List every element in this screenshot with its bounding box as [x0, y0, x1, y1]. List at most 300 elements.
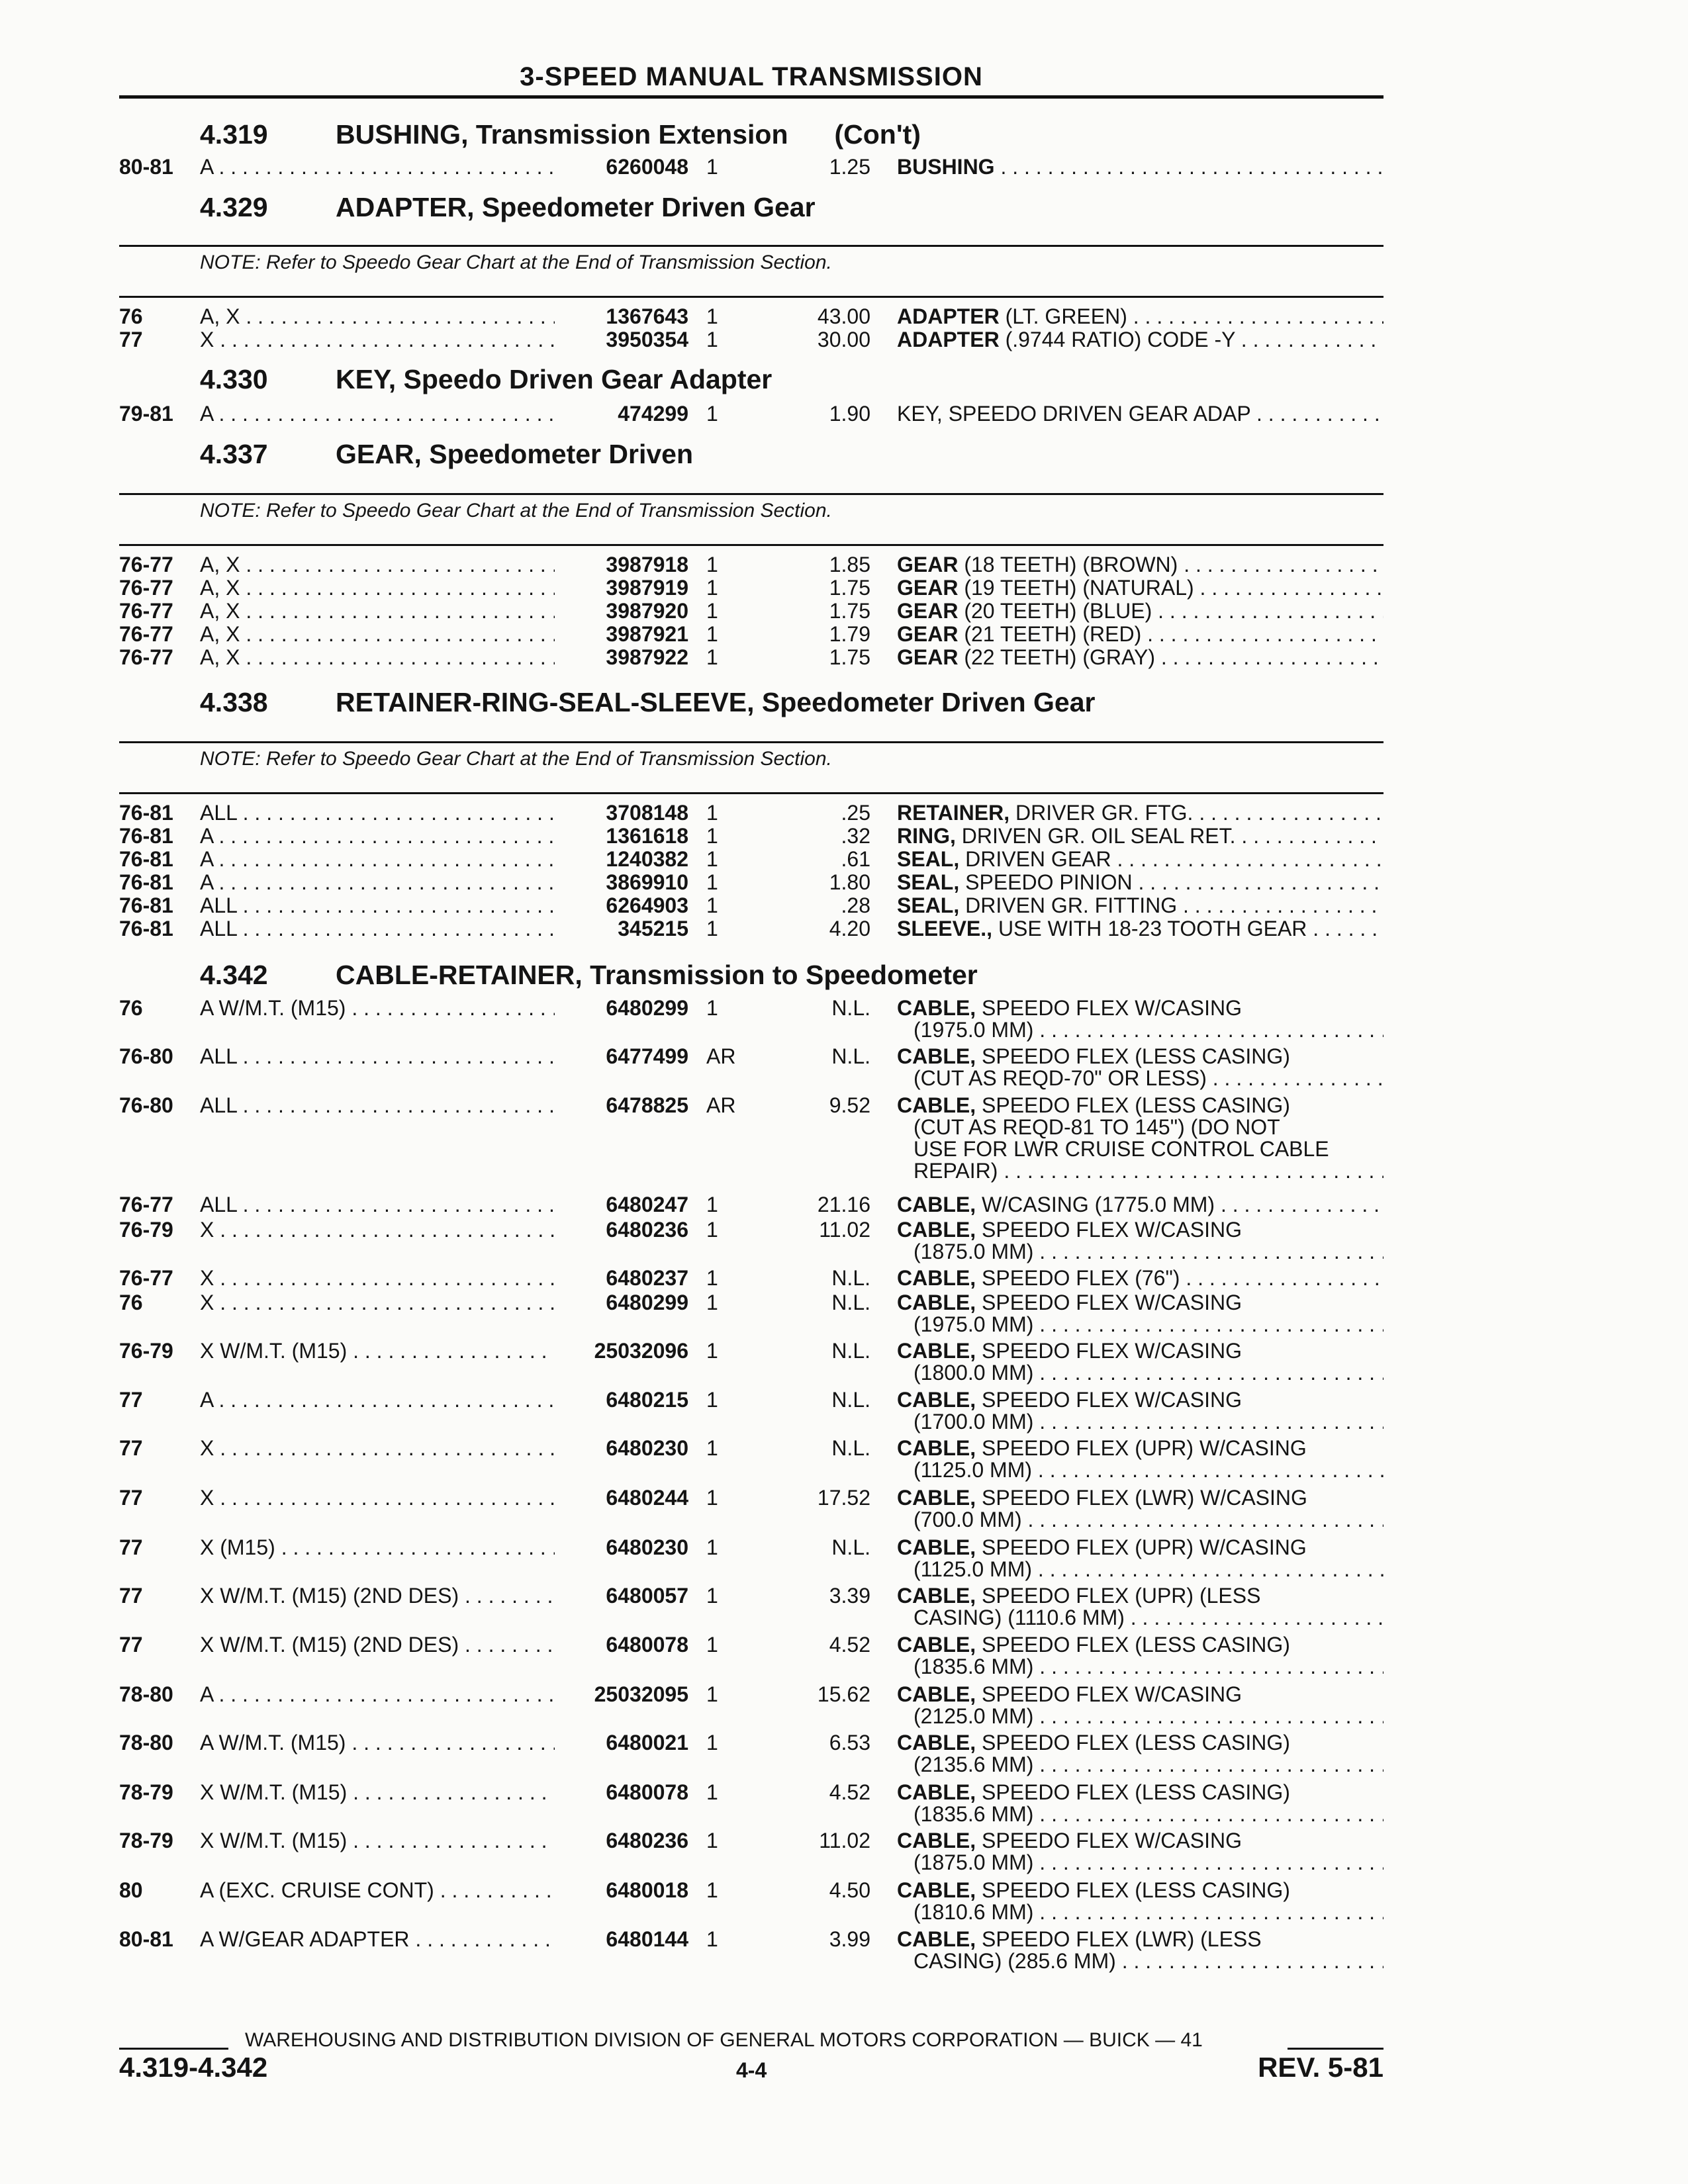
model-years: 80-81: [119, 155, 173, 179]
section-title: GEAR, Speedometer Driven: [336, 439, 693, 469]
description-continuation: (1125.0 MM) . . .: [914, 1458, 1383, 1482]
part-number: 6480237: [606, 1266, 688, 1290]
price: 1.75: [829, 576, 870, 600]
part-number: 1361618: [606, 824, 688, 848]
quantity: 1: [706, 1291, 718, 1314]
model-years: 76: [119, 996, 143, 1020]
application: X . . .: [200, 1486, 555, 1510]
price: 43.00: [817, 304, 870, 328]
price: .25: [841, 801, 870, 825]
title-rule: [119, 95, 1383, 99]
application: ALL . . .: [200, 1044, 555, 1069]
application: A, X . . .: [200, 599, 555, 623]
quantity: 1: [706, 893, 718, 917]
description: [897, 893, 1383, 918]
leader-dots: [1177, 893, 1383, 917]
quantity: 1: [706, 1266, 718, 1290]
quantity: 1: [706, 328, 718, 351]
part-number: 6480057: [606, 1584, 688, 1608]
description: [897, 599, 1383, 623]
price: N.L.: [831, 1291, 870, 1314]
application: ALL . . .: [200, 917, 555, 941]
quantity: 1: [706, 645, 718, 669]
application: X . . .: [200, 1291, 555, 1315]
quantity: 1: [706, 1584, 718, 1608]
leader-dots: [1215, 1193, 1383, 1216]
application: ALL . . .: [200, 801, 555, 825]
description: [897, 1682, 1383, 1707]
description: [897, 402, 1383, 426]
application: A, X . . .: [200, 622, 555, 647]
section-note: NOTE: Refer to Speedo Gear Chart at the End of Transmission Section.: [200, 500, 832, 522]
description-text: SPEEDO FLEX (76"): [982, 1266, 1180, 1290]
note-rule-top: [119, 493, 1383, 495]
quantity: 1: [706, 1829, 718, 1852]
model-years: 77: [119, 1388, 143, 1412]
description-keyword: CABLE,: [897, 1291, 976, 1314]
part-number: 6480144: [606, 1927, 688, 1951]
leader-dots: [1235, 328, 1383, 351]
price: 21.16: [817, 1193, 870, 1216]
quantity: 1: [706, 1339, 718, 1363]
model-years: 80-81: [119, 1927, 173, 1951]
part-number: 1240382: [606, 847, 688, 871]
description: [897, 1731, 1383, 1755]
description-continuation: CASING) (1110.6 MM) . . .: [914, 1606, 1383, 1630]
part-number: 6480078: [606, 1780, 688, 1804]
application: A, X . . .: [200, 576, 555, 600]
part-number: 6480299: [606, 996, 688, 1020]
part-number: 6478825: [606, 1093, 688, 1117]
description: [897, 824, 1383, 848]
part-number: 3987920: [606, 599, 688, 623]
description-text: SPEEDO FLEX (UPR) W/CASING: [982, 1436, 1307, 1460]
model-years: 76-81: [119, 893, 173, 917]
model-years: 77: [119, 1436, 143, 1460]
description: [897, 1193, 1383, 1217]
section-suffix: (Con't): [834, 119, 921, 150]
description-keyword: SEAL,: [897, 893, 960, 917]
application: A . . .: [200, 1682, 555, 1707]
description: [897, 996, 1383, 1021]
section-title: BUSHING, Transmission Extension: [336, 119, 788, 150]
description-text: (LT. GREEN): [1005, 304, 1127, 328]
section-heading: [200, 960, 978, 991]
model-years: 76-80: [119, 1093, 173, 1117]
note-rule-bottom: [119, 544, 1383, 546]
quantity: 1: [706, 155, 718, 179]
application: X W/M.T. (M15) . . .: [200, 1829, 555, 1853]
quantity: 1: [706, 824, 718, 848]
price: 6.53: [829, 1731, 870, 1754]
section-heading: [200, 192, 816, 223]
description-continuation: USE FOR LWR CRUISE CONTROL CABLE: [914, 1137, 1329, 1161]
application: X W/M.T. (M15) (2ND DES) . . .: [200, 1633, 555, 1657]
application: A . . .: [200, 824, 555, 848]
description: [897, 1780, 1383, 1805]
description-text: SPEEDO FLEX W/CASING: [982, 1339, 1242, 1363]
description-continuation: (1975.0 MM) . . .: [914, 1018, 1383, 1042]
quantity: 1: [706, 1682, 718, 1706]
quantity: 1: [706, 304, 718, 328]
part-number: 3987918: [606, 553, 688, 576]
description-text: SPEEDO FLEX (UPR) (LESS: [982, 1584, 1261, 1608]
section-title: RETAINER-RING-SEAL-SLEEVE, Speedometer Driven Gear: [336, 687, 1096, 717]
footer-section-range: 4.319-4.342: [119, 2052, 268, 2083]
quantity: 1: [706, 1388, 718, 1412]
part-number: 6480078: [606, 1633, 688, 1657]
application: A . . .: [200, 847, 555, 872]
price: 1.79: [829, 622, 870, 646]
description: [897, 1436, 1383, 1461]
model-years: 76-77: [119, 576, 173, 600]
price: 11.02: [819, 1218, 870, 1242]
price: 17.52: [817, 1486, 870, 1510]
model-years: 77: [119, 1633, 143, 1657]
description-text: DRIVEN GR. FITTING: [965, 893, 1178, 917]
description-keyword: RING,: [897, 824, 956, 848]
note-rule-bottom: [119, 296, 1383, 298]
section-note: NOTE: Refer to Speedo Gear Chart at the End of Transmission Section.: [200, 748, 832, 770]
quantity: 1: [706, 1780, 718, 1804]
part-number: 3708148: [606, 801, 688, 825]
description-keyword: CABLE,: [897, 1388, 976, 1412]
model-years: 76-81: [119, 847, 173, 871]
description-text: SPEEDO FLEX (LESS CASING): [982, 1731, 1290, 1754]
price: 4.50: [829, 1878, 870, 1902]
model-years: 79-81: [119, 402, 173, 426]
price: .32: [841, 824, 870, 848]
description-keyword: CABLE,: [897, 1193, 976, 1216]
price: N.L.: [831, 1339, 870, 1363]
leader-dots: [1236, 824, 1383, 848]
description: [897, 917, 1383, 941]
application: A, X . . .: [200, 645, 555, 670]
quantity: 1: [706, 1436, 718, 1460]
quantity: 1: [706, 1927, 718, 1951]
description-keyword: CABLE,: [897, 1584, 976, 1608]
description-keyword: CABLE,: [897, 1780, 976, 1804]
part-number: 6480215: [606, 1388, 688, 1412]
model-years: 78-79: [119, 1780, 173, 1804]
price: N.L.: [831, 1266, 870, 1290]
section-title: KEY, Speedo Driven Gear Adapter: [336, 364, 773, 394]
quantity: 1: [706, 917, 718, 940]
leader-dots: [1250, 402, 1383, 426]
part-number: 345215: [618, 917, 688, 940]
description-text: KEY, SPEEDO DRIVEN GEAR ADAP: [897, 402, 1251, 426]
part-number: 474299: [618, 402, 688, 426]
description-text: SPEEDO FLEX W/CASING: [982, 1388, 1242, 1412]
description-text: SPEEDO FLEX W/CASING: [982, 996, 1242, 1020]
section-number: 4.319: [200, 119, 268, 150]
description: [897, 870, 1383, 895]
price: N.L.: [831, 1044, 870, 1068]
description-text: W/CASING (1775.0 MM): [982, 1193, 1215, 1216]
price: 15.62: [817, 1682, 870, 1706]
description-continuation: (1835.6 MM) . . .: [914, 1655, 1383, 1679]
description-keyword: GEAR: [897, 576, 959, 600]
price: .61: [841, 847, 870, 871]
price: 9.52: [829, 1093, 870, 1117]
description-keyword: RETAINER,: [897, 801, 1010, 825]
description-text: (.9744 RATIO) CODE -Y: [1005, 328, 1235, 351]
description-continuation: (1125.0 MM) . . .: [914, 1557, 1383, 1582]
application: X . . .: [200, 1266, 555, 1291]
description: [897, 1339, 1383, 1363]
description-continuation: (1875.0 MM) . . .: [914, 1850, 1383, 1875]
application: X . . .: [200, 328, 555, 352]
description-keyword: BUSHING: [897, 155, 995, 179]
section-number: 4.330: [200, 364, 268, 394]
description-text: SPEEDO FLEX (LESS CASING): [982, 1044, 1290, 1068]
section-number: 4.338: [200, 687, 268, 717]
footer-division: WAREHOUSING AND DISTRIBUTION DIVISION OF GENERAL MOTORS CORPORATION — BUICK — 41: [245, 2029, 1203, 2051]
description: [897, 1266, 1383, 1291]
leader-dots: [1307, 917, 1383, 940]
description-text: (22 TEETH) (GRAY): [964, 645, 1155, 669]
description-keyword: CABLE,: [897, 1486, 976, 1510]
application: ALL . . .: [200, 1193, 555, 1217]
description-continuation: (CUT AS REQD-81 TO 145") (DO NOT: [914, 1115, 1280, 1139]
description: [897, 645, 1383, 670]
application: A . . .: [200, 402, 555, 426]
description-keyword: SEAL,: [897, 870, 960, 894]
model-years: 78-80: [119, 1731, 173, 1754]
model-years: 77: [119, 1584, 143, 1608]
quantity: 1: [706, 1878, 718, 1902]
model-years: 76-77: [119, 599, 173, 623]
description-text: SPEEDO PINION: [965, 870, 1133, 894]
description-continuation: (1875.0 MM) . . .: [914, 1240, 1383, 1264]
leader-dots: [1178, 553, 1383, 576]
leader-dots: [1155, 645, 1383, 669]
description-keyword: CABLE,: [897, 1436, 976, 1460]
quantity: 1: [706, 801, 718, 825]
model-years: 76: [119, 304, 143, 328]
model-years: 76-77: [119, 645, 173, 669]
description-keyword: GEAR: [897, 645, 959, 669]
description-text: DRIVEN GR. OIL SEAL RET.: [961, 824, 1236, 848]
description: [897, 622, 1383, 647]
description-keyword: CABLE,: [897, 1044, 976, 1068]
leader-dots: [1180, 1266, 1383, 1290]
footer-revision: REV. 5-81: [1258, 2052, 1383, 2083]
leader-dots: [1111, 847, 1383, 871]
application: ALL . . .: [200, 893, 555, 918]
price: 1.80: [829, 870, 870, 894]
quantity: 1: [706, 847, 718, 871]
section-number: 4.342: [200, 960, 268, 990]
model-years: 76: [119, 1291, 143, 1314]
application: ALL . . .: [200, 1093, 555, 1118]
application: A . . .: [200, 870, 555, 895]
price: 30.00: [817, 328, 870, 351]
quantity: 1: [706, 622, 718, 646]
part-number: 3950354: [606, 328, 688, 351]
application: X W/M.T. (M15) (2ND DES) . . .: [200, 1584, 555, 1608]
description-keyword: SEAL,: [897, 847, 960, 871]
section-title: ADAPTER, Speedometer Driven Gear: [336, 192, 816, 222]
price: N.L.: [831, 1535, 870, 1559]
section-note: NOTE: Refer to Speedo Gear Chart at the End of Transmission Section.: [200, 251, 832, 273]
description-text: SPEEDO FLEX W/CASING: [982, 1218, 1242, 1242]
description-keyword: ADAPTER: [897, 328, 1000, 351]
description-continuation: (2135.6 MM) . . .: [914, 1752, 1383, 1777]
model-years: 76-77: [119, 1266, 173, 1290]
footer-rule-left: [119, 2048, 228, 2050]
description-continuation: (1810.6 MM) . . .: [914, 1900, 1383, 1925]
part-number: 6480247: [606, 1193, 688, 1216]
section-heading: [200, 439, 693, 470]
part-number: 3869910: [606, 870, 688, 894]
leader-dots: [1194, 576, 1383, 600]
price: N.L.: [831, 1436, 870, 1460]
description: [897, 1093, 1383, 1118]
description-keyword: CABLE,: [897, 1927, 976, 1951]
part-number: 6480230: [606, 1436, 688, 1460]
leader-dots: [1193, 801, 1383, 825]
description: [897, 576, 1383, 600]
description-keyword: CABLE,: [897, 1339, 976, 1363]
description-keyword: GEAR: [897, 622, 959, 646]
model-years: 76-79: [119, 1339, 173, 1363]
description: [897, 1633, 1383, 1657]
description-continuation: (1975.0 MM) . . .: [914, 1312, 1383, 1337]
description: [897, 328, 1383, 352]
footer-page-number: 4-4: [736, 2058, 767, 2082]
description-text: SPEEDO FLEX W/CASING: [982, 1291, 1242, 1314]
part-number: 3987921: [606, 622, 688, 646]
model-years: 76-77: [119, 1193, 173, 1216]
description-text: SPEEDO FLEX W/CASING: [982, 1682, 1242, 1706]
section-heading: [200, 687, 1095, 718]
application: A . . .: [200, 1388, 555, 1412]
description-continuation: CASING) (285.6 MM) . . .: [914, 1949, 1383, 1974]
leader-dots: [1133, 870, 1383, 894]
description-text: SPEEDO FLEX (LESS CASING): [982, 1093, 1290, 1117]
part-number: 6480230: [606, 1535, 688, 1559]
application: X (M15) . . .: [200, 1535, 555, 1560]
application: X W/M.T. (M15) . . .: [200, 1780, 555, 1805]
quantity: AR: [706, 1093, 736, 1117]
description: [897, 801, 1383, 825]
description-keyword: CABLE,: [897, 1878, 976, 1902]
leader-dots: [995, 155, 1383, 179]
price: 4.52: [829, 1633, 870, 1657]
part-number: 6264903: [606, 893, 688, 917]
note-rule-top: [119, 741, 1383, 743]
part-number: 6480244: [606, 1486, 688, 1510]
price: 4.20: [829, 917, 870, 940]
price: N.L.: [831, 1388, 870, 1412]
description: [897, 1291, 1383, 1315]
price: 1.75: [829, 599, 870, 623]
quantity: 1: [706, 1731, 718, 1754]
section-number: 4.337: [200, 439, 268, 469]
part-number: 25032096: [594, 1339, 688, 1363]
description-keyword: CABLE,: [897, 1218, 976, 1242]
model-years: 80: [119, 1878, 143, 1902]
description-keyword: GEAR: [897, 599, 959, 623]
description-text: SPEEDO FLEX (LWR) (LESS: [982, 1927, 1262, 1951]
application: A, X . . .: [200, 304, 555, 329]
model-years: 76-81: [119, 801, 173, 825]
quantity: 1: [706, 1486, 718, 1510]
application: A W/M.T. (M15) . . .: [200, 996, 555, 1021]
section-heading: [200, 119, 921, 150]
description-keyword: CABLE,: [897, 1535, 976, 1559]
part-number: 6260048: [606, 155, 688, 179]
description-text: SPEEDO FLEX W/CASING: [982, 1829, 1242, 1852]
description-continuation: (700.0 MM) . . .: [914, 1508, 1383, 1532]
model-years: 76-77: [119, 622, 173, 646]
page-title: 3-SPEED MANUAL TRANSMISSION: [520, 62, 983, 91]
model-years: 76-77: [119, 553, 173, 576]
application: A W/GEAR ADAPTER . . .: [200, 1927, 555, 1952]
description: [897, 304, 1383, 329]
description: [897, 1218, 1383, 1242]
description: [897, 1829, 1383, 1853]
note-rule-bottom: [119, 792, 1383, 794]
description-continuation: (1800.0 MM) . . .: [914, 1361, 1383, 1385]
application: X . . .: [200, 1436, 555, 1461]
description-text: USE WITH 18-23 TOOTH GEAR: [998, 917, 1307, 940]
application: A (EXC. CRUISE CONT) . . .: [200, 1878, 555, 1903]
section-number: 4.329: [200, 192, 268, 222]
description-keyword: CABLE,: [897, 1633, 976, 1657]
price: 1.85: [829, 553, 870, 576]
description-keyword: CABLE,: [897, 1731, 976, 1754]
description-text: (19 TEETH) (NATURAL): [964, 576, 1194, 600]
description-text: SPEEDO FLEX (LESS CASING): [982, 1633, 1290, 1657]
price: N.L.: [831, 996, 870, 1020]
description-keyword: CABLE,: [897, 1266, 976, 1290]
footer-rule-right: [1288, 2048, 1383, 2050]
quantity: 1: [706, 1535, 718, 1559]
description-continuation: (2125.0 MM) . . .: [914, 1704, 1383, 1729]
description: [897, 155, 1383, 179]
price: 1.90: [829, 402, 870, 426]
part-number: 3987919: [606, 576, 688, 600]
quantity: 1: [706, 1633, 718, 1657]
description: [897, 1388, 1383, 1412]
description-continuation: (CUT AS REQD-70" OR LESS) . . .: [914, 1066, 1383, 1091]
description-text: (20 TEETH) (BLUE): [964, 599, 1152, 623]
description-keyword: CABLE,: [897, 1829, 976, 1852]
part-number: 6480018: [606, 1878, 688, 1902]
quantity: 1: [706, 402, 718, 426]
model-years: 78-80: [119, 1682, 173, 1706]
price: .28: [841, 893, 870, 917]
description: [897, 1486, 1383, 1510]
part-number: 25032095: [594, 1682, 688, 1706]
description: [897, 1584, 1383, 1608]
part-number: 6480236: [606, 1218, 688, 1242]
part-number: 3987922: [606, 645, 688, 669]
description-text: DRIVEN GEAR: [965, 847, 1111, 871]
description-keyword: ADAPTER: [897, 304, 1000, 328]
part-number: 6480021: [606, 1731, 688, 1754]
application: A . . .: [200, 155, 555, 179]
quantity: 1: [706, 996, 718, 1020]
note-rule-top: [119, 245, 1383, 247]
leader-dots: [1141, 622, 1383, 646]
description-keyword: CABLE,: [897, 996, 976, 1020]
description-text: (18 TEETH) (BROWN): [964, 553, 1178, 576]
model-years: 77: [119, 1535, 143, 1559]
description: [897, 1535, 1383, 1560]
